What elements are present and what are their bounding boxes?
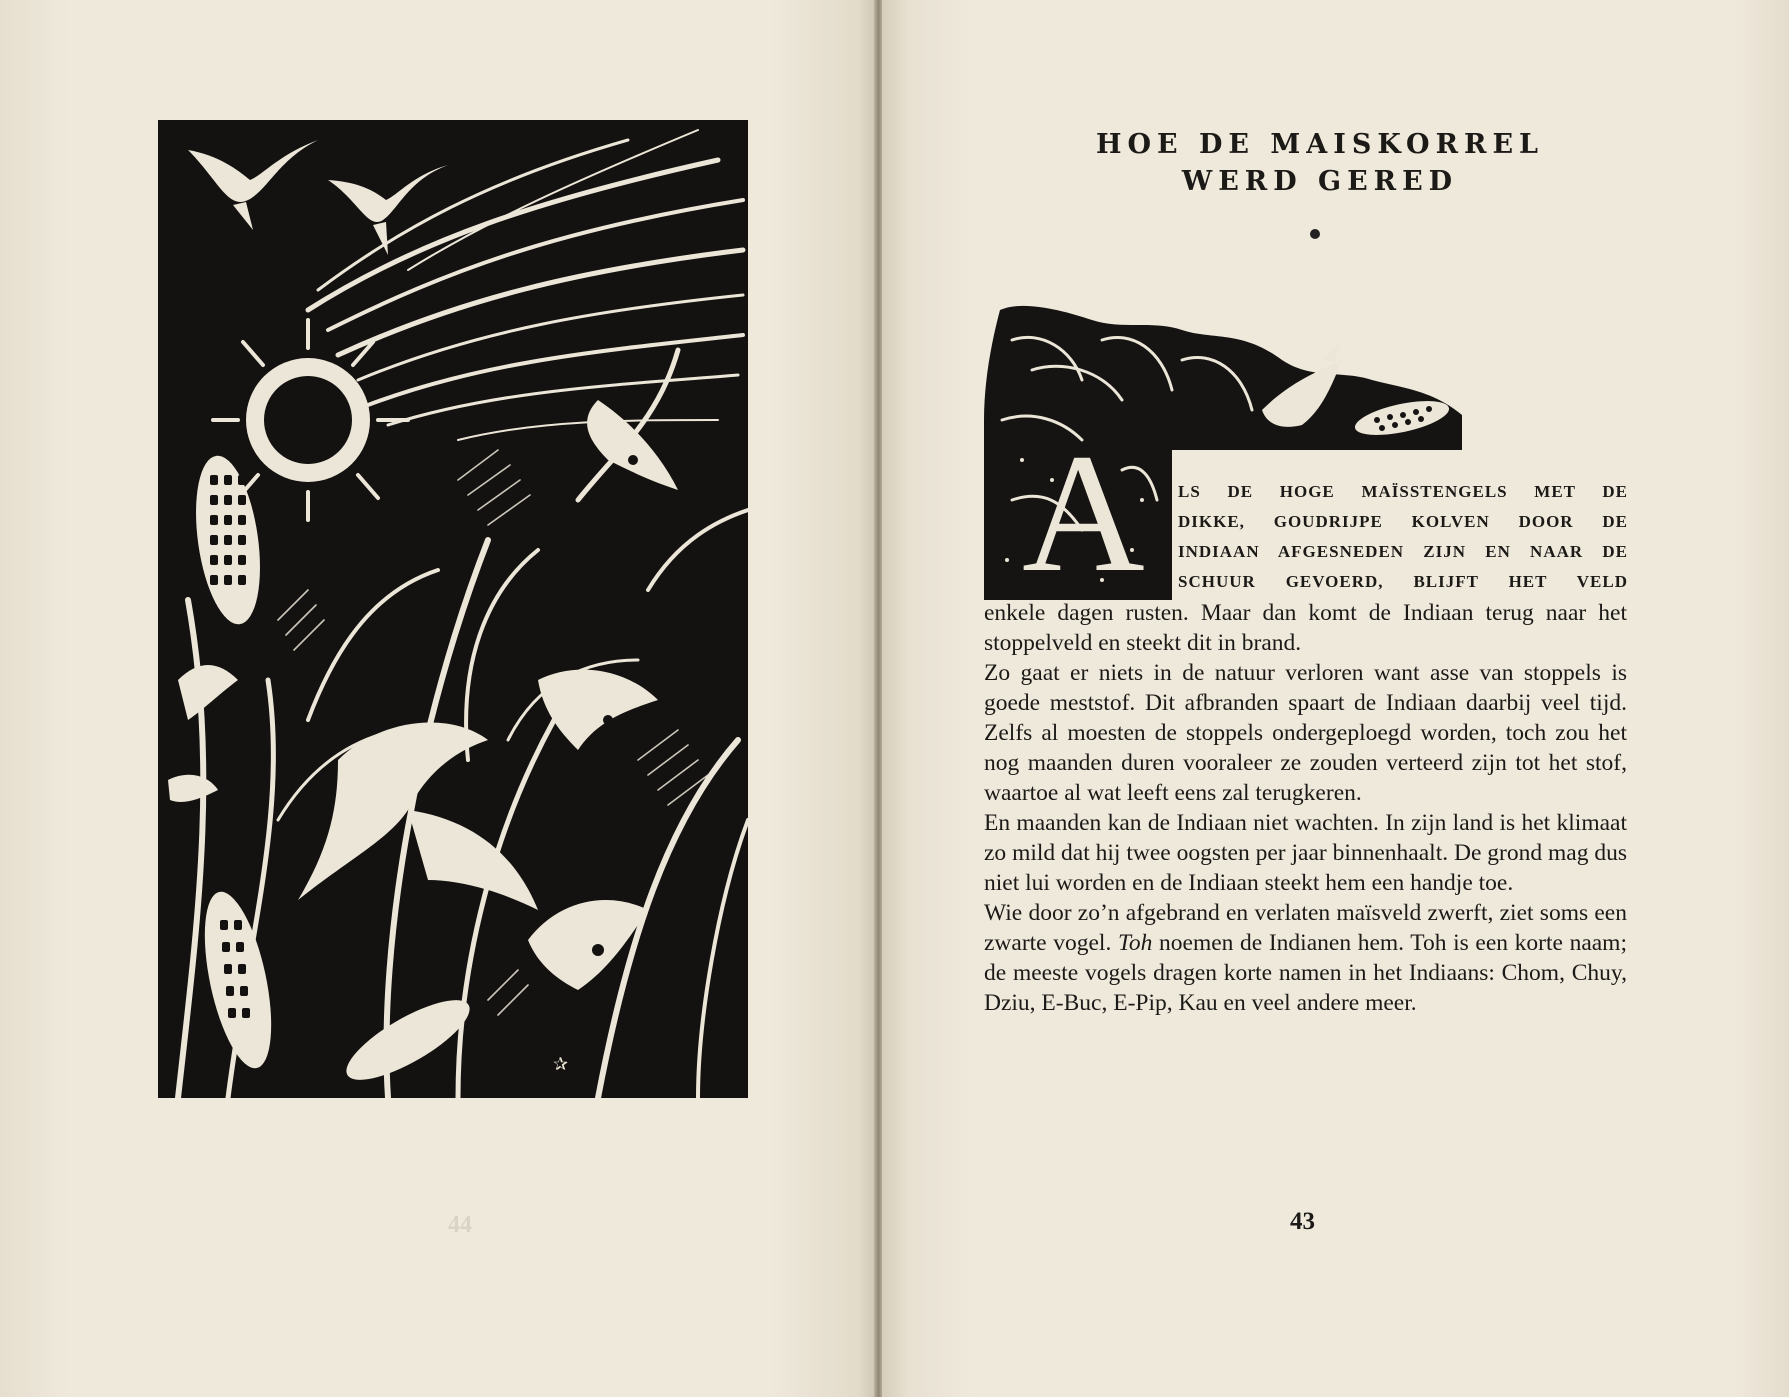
woodcut-svg: [158, 120, 748, 1098]
page-number-right: 43: [1290, 1208, 1315, 1235]
page-number-left: 44: [448, 1212, 472, 1238]
svg-text:✰: ✰: [553, 1054, 569, 1075]
opening-line-4: SCHUUR GEVOERD, BLIJFT HET VELD: [1178, 572, 1628, 591]
paragraph-1-rest: enkele dagen rusten. Maar dan komt de Indiaan terug naar het stoppelveld en steekt dit in brand.: [984, 600, 1627, 656]
paragraph-2: Zo gaat er niets in de natuur verloren want asse van stoppels is goede meststof. Dit afbranden spaart de Indiaan daarbij veel tijd. Zelfs al moesten de stoppels ondergeploegd worden, toch zou het nog maanden duren vooraleer ze zouden verteerd zijn tot het stof, waartoe al wat leeft eens zal terugkeren.: [984, 660, 1627, 806]
paragraph-4-part-2: noemen de Indianen hem. Toh is een korte naam; de meeste vogels dragen korte namen in het Indiaans: Chom, Chuy, Dziu, E-Buc, E-Pip, Kau en veel andere meer.: [984, 930, 1627, 1016]
opening-line-1: LS DE HOGE MAÏSSTENGELS MET DE: [1178, 482, 1628, 501]
body-text: [984, 598, 1627, 1018]
woodcut-illustration: [158, 120, 748, 1098]
chapter-title-line-2: WERD GERED: [1181, 166, 1459, 197]
drop-cap-letter: A: [1022, 419, 1145, 600]
chapter-title: [1040, 126, 1600, 200]
paragraph-4-part-1: Wie door zo’n afgebrand en verlaten maïsveld zwerft, ziet soms een zwarte vogel.: [984, 900, 1627, 956]
paragraph-3: En maanden kan de Indiaan niet wachten. In zijn land is het klimaat zo mild dat hij twee oogsten per jaar binnenhaalt. De grond mag dus niet lui worden en de Indiaan steekt hem een handje toe.: [984, 810, 1627, 896]
opening-line-2: DIKKE, GOUDRIJPE KOLVEN DOOR DE: [1178, 512, 1628, 531]
left-page: [0, 0, 876, 1397]
paragraph-4-italic-word: Toh: [1117, 930, 1153, 956]
ornament-dot: [1310, 229, 1320, 239]
show-through-text: [150, 120, 156, 150]
chapter-title-line-1: HOE DE MAISKORREL: [1095, 129, 1545, 160]
opening-line-3: INDIAAN AFGESNEDEN ZIJN EN NAAR DE: [1178, 542, 1628, 561]
paragraph-4: [984, 898, 1627, 1018]
